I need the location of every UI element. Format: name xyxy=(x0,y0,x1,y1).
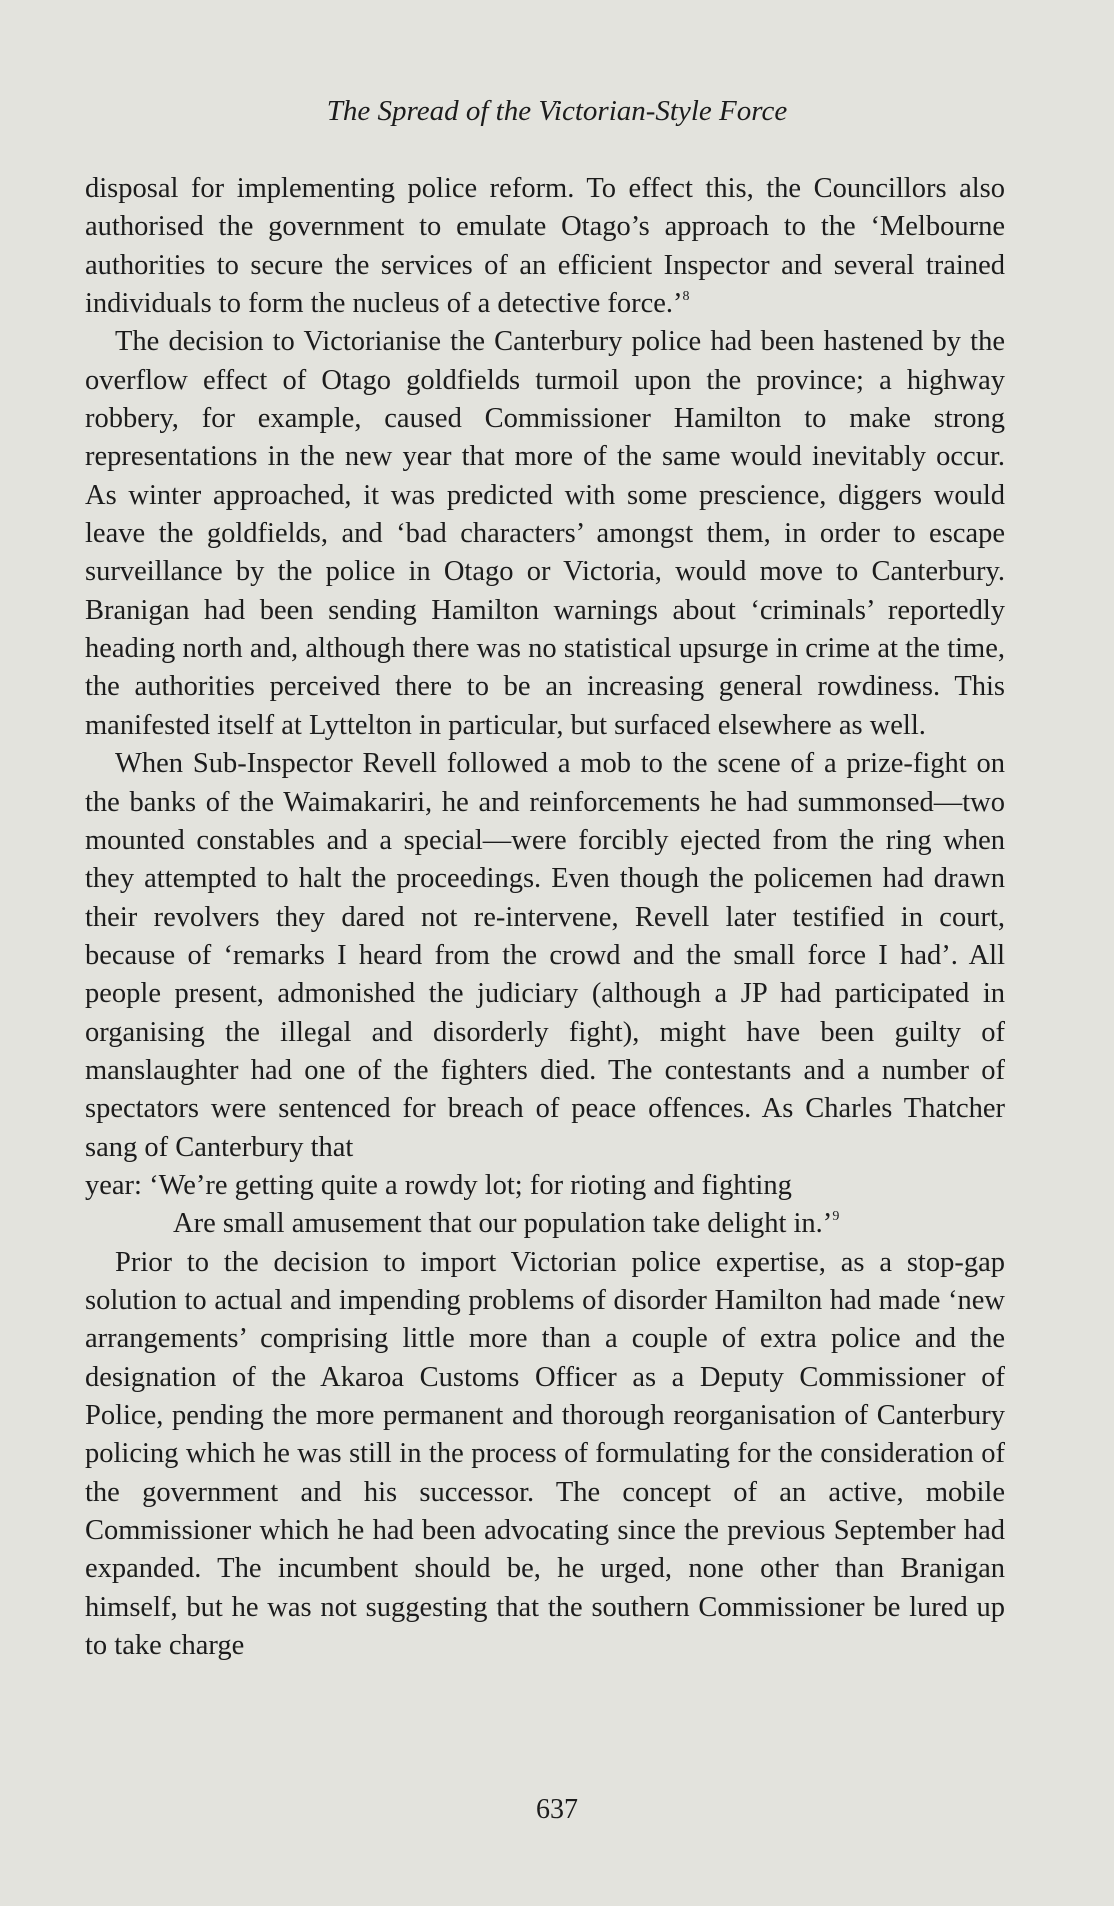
body-text xyxy=(85,170,1005,1665)
paragraph-4: Prior to the decision to import Victorian police expertise, as a stop-gap solution to actual and impending problems of disorder Hamilton had made ‘new arrangements’ comprising little more than a couple of extra police and the designation of the Akaroa Customs Officer as a Deputy Commissioner of Police, pending the more permanent and thorough reorganisation of Canterbury policing which he was still in the process of formulating for the consideration of the government and his successor. The concept of an active, mobile Commissioner which he had been advocating since the previous September had expanded. The incumbent should be, he urged, none other than Branigan himself, but he was not suggesting that the southern Commissioner be lured up to take charge xyxy=(85,1246,1005,1662)
verse-quote-text: Are small amusement that our population take delight in.’ xyxy=(173,1208,833,1240)
running-header: The Spread of the Victorian-Style Force xyxy=(326,95,788,127)
footnote-ref-9: 9 xyxy=(832,1209,840,1225)
paragraph-3: When Sub-Inspector Revell followed a mob to the scene of a prize-fight on the banks of the Waimakariri, he and reinforcements he had summonsed—two mounted constables and a special—were forcibly ejected from the ring when they attempted to halt the proceedings. Even though the policemen had drawn their revolvers they dared not re-intervene, Revell later testified in court, because of ‘remarks I heard from the crowd and the small force I had’. All people present, admonished the judiciary (although a JP had participated in organising the illegal and disorderly fight), might have been guilty of manslaughter had one of the fighters died. The contestants and a number of spectators were sentenced for breach of peace offences. As Charles Thatcher sang of Canterbury that xyxy=(85,748,1005,1163)
paragraph-1-text: disposal for implementing police reform. To effect this, the Councillors also authorised the government to emulate Otago’s approach to the ‘Melbourne authorities to secure the services of an efficient Inspector and several trained individuals to form the nucleus of a detective force.’ xyxy=(85,173,1005,320)
paragraph-1 xyxy=(85,170,1005,323)
verse-intro-line: year: ‘We’re getting quite a rowdy lot; for rioting and fighting xyxy=(85,1169,792,1201)
page-number: 637 xyxy=(536,1794,578,1825)
paragraph-2: The decision to Victorianise the Canterbury police had been hastened by the overflow effect of Otago goldfields turmoil upon the province; a highway robbery, for example, caused Commissioner Hamilton to make strong representations in the new year that more of the same would inevitably occur. As winter approached, it was predicted with some prescience, diggers would leave the goldfields, and ‘bad characters’ amongst them, in order to escape surveillance by the police in Otago or Victoria, would move to Canterbury. Branigan had been sending Hamilton warnings about ‘criminals’ reportedly heading north and, although there was no statistical upsurge in crime at the time, the authorities perceived there to be an increasing general rowdiness. This manifested itself at Lyttelton in particular, but surfaced elsewhere as well. xyxy=(85,326,1005,741)
verse-quote-line xyxy=(85,1205,1005,1243)
footnote-ref-8: 8 xyxy=(682,289,690,305)
